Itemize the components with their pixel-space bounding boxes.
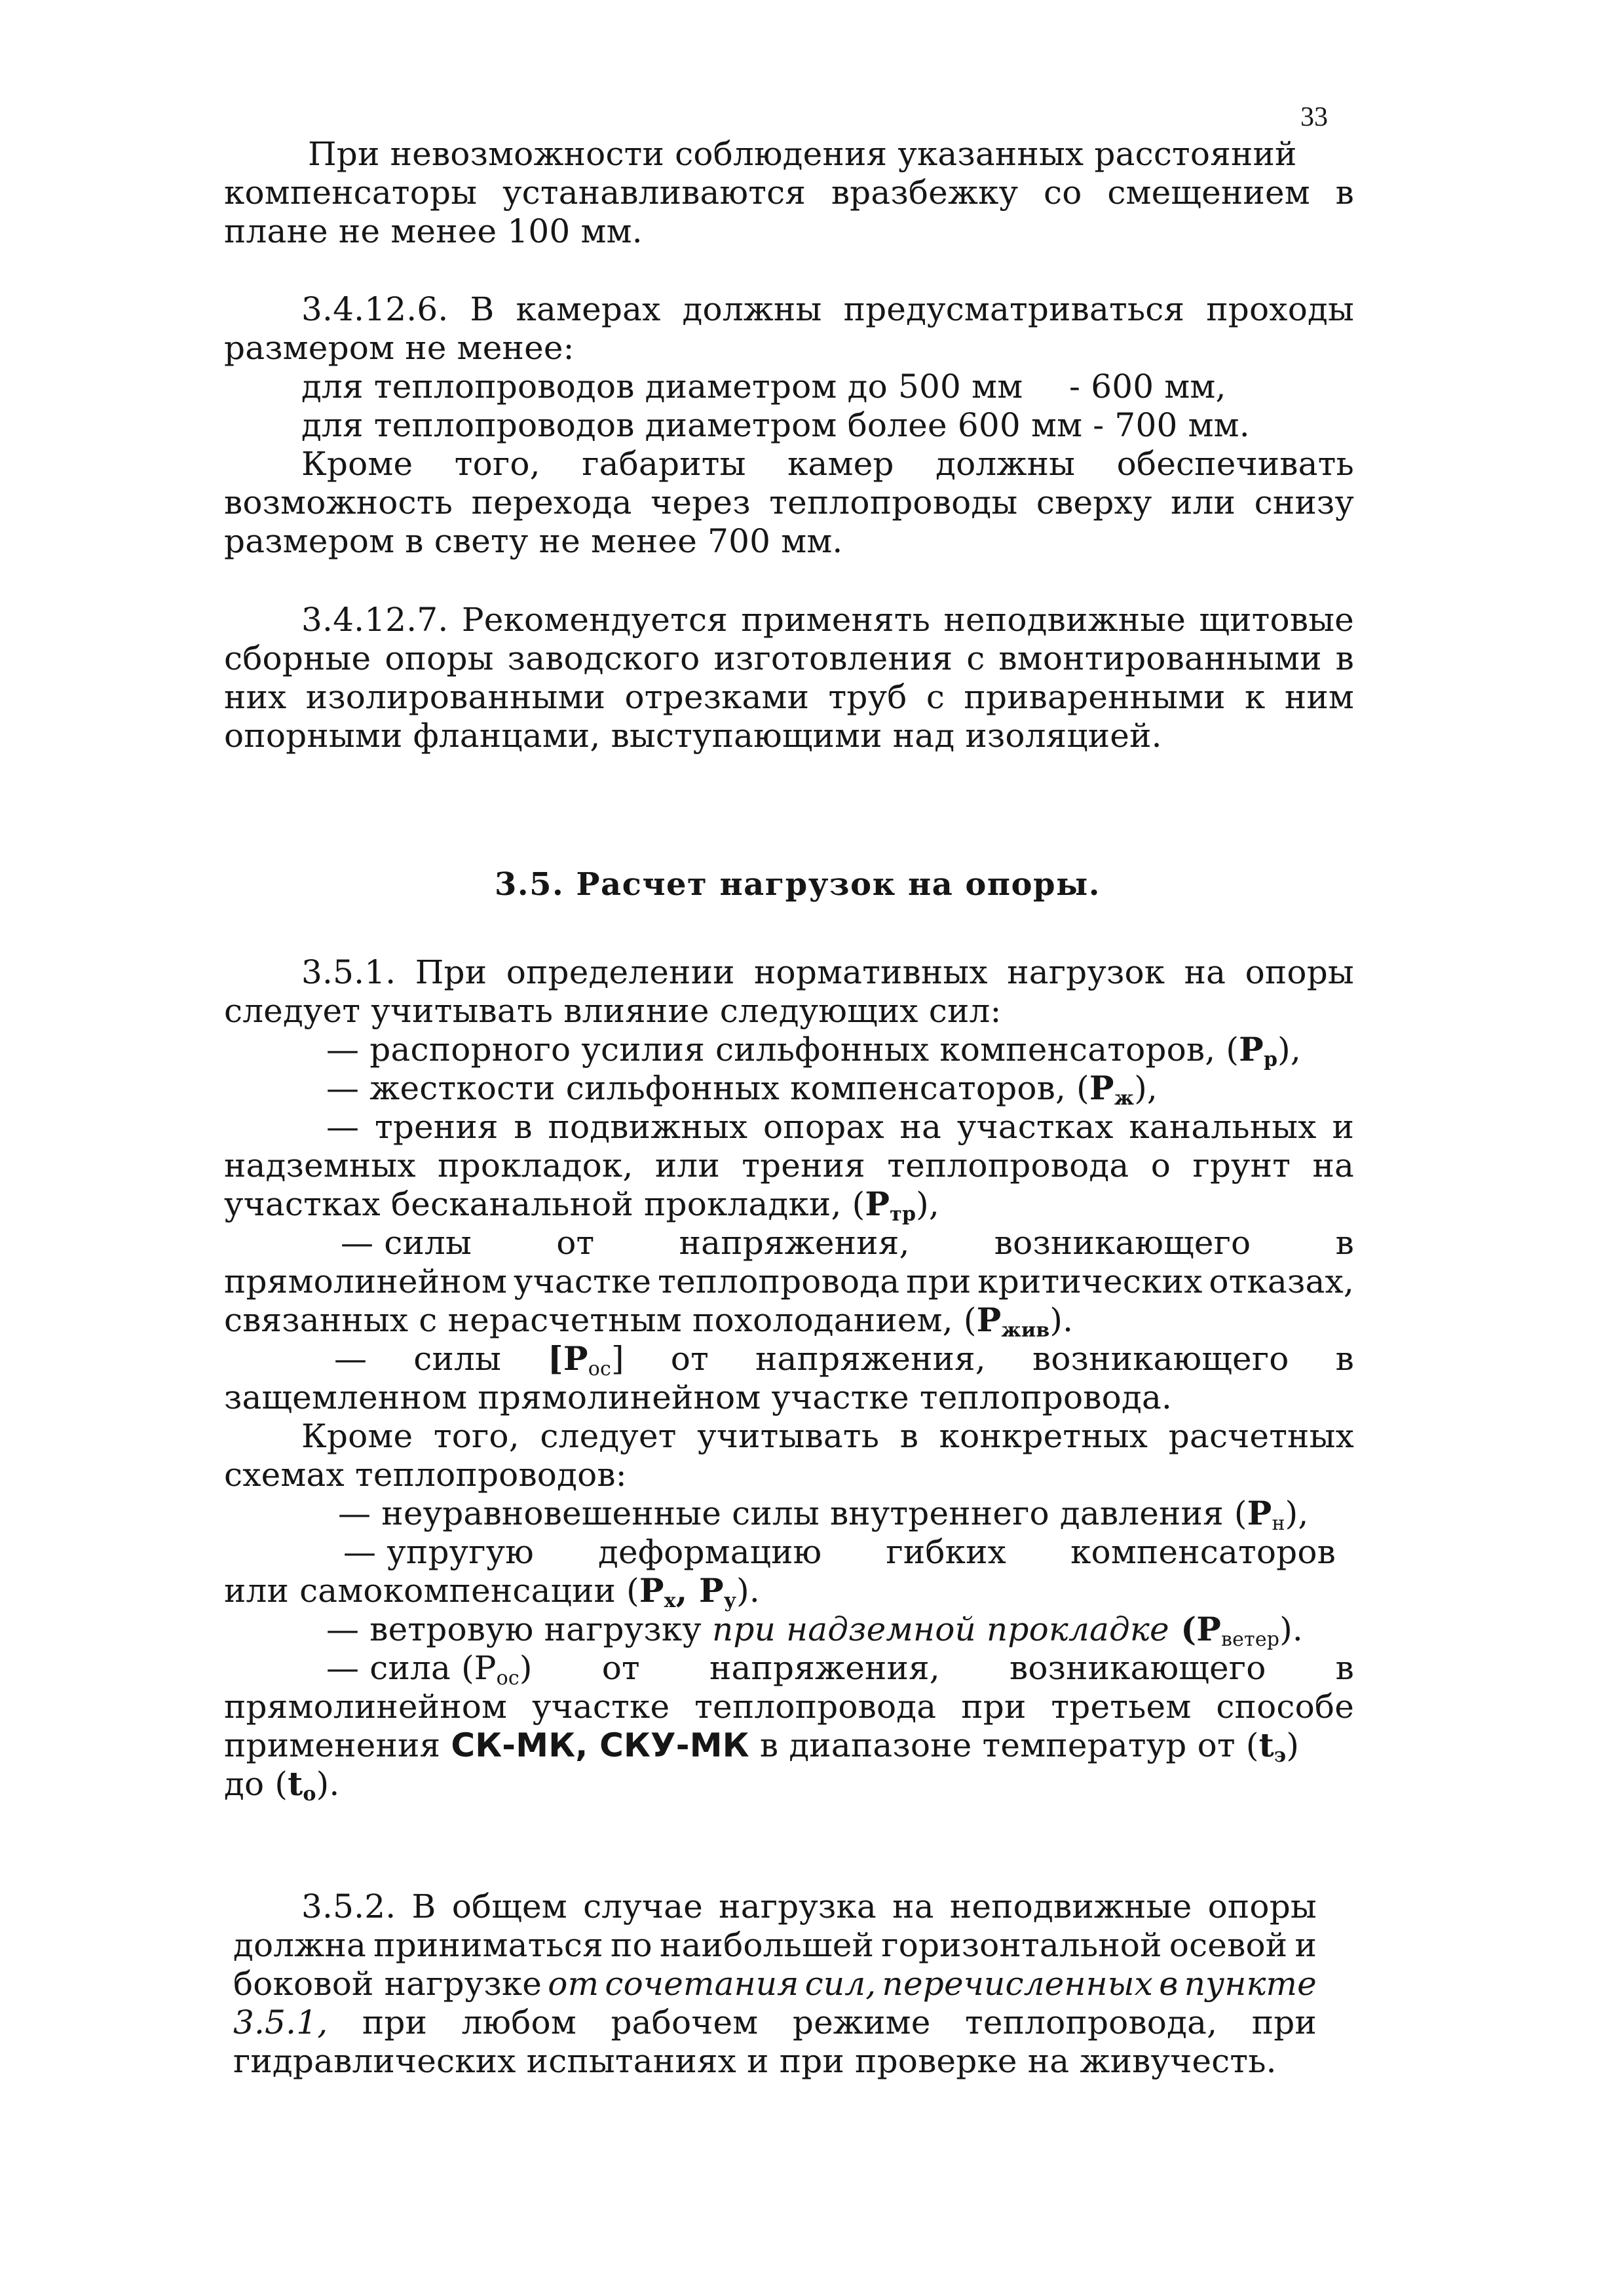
word: отказах,	[1209, 1262, 1354, 1300]
word: габариты	[582, 445, 746, 483]
word: напряжения,	[679, 1224, 910, 1262]
word: В	[470, 290, 495, 328]
text-line: следует учитывать влияние следующих сил:	[224, 992, 1002, 1030]
word: деформацию	[598, 1533, 822, 1571]
word: камер	[787, 445, 894, 483]
word: 3.5.2.	[301, 1887, 396, 1925]
word: труб	[828, 678, 907, 716]
word: компенсаторы	[224, 174, 478, 212]
word: снизу	[1254, 484, 1354, 522]
word: канальных	[1129, 1108, 1317, 1146]
word: определении	[506, 953, 735, 991]
word: В	[411, 1887, 436, 1925]
text-line: применения СК-МК, СКУ-МК в диапазоне температур от (tэ)	[224, 1726, 1300, 1767]
word: перехода	[471, 484, 632, 522]
word: того,	[433, 1417, 519, 1455]
word: надземных	[224, 1147, 416, 1185]
word: третьем	[1051, 1688, 1192, 1726]
text-line-justified	[224, 1146, 1354, 1185]
word: теплопровода	[658, 1262, 900, 1300]
word: случае	[583, 1887, 703, 1925]
word: в	[1335, 174, 1354, 212]
text-line: для теплопроводов диаметром до 500 мм	[301, 368, 1023, 406]
word: следует	[540, 1417, 677, 1455]
word: критических	[977, 1262, 1203, 1300]
word: ним	[1284, 678, 1354, 716]
text-line: размером в свету не менее 700 мм.	[224, 522, 843, 560]
word: по	[611, 1926, 652, 1964]
word: —	[326, 1108, 360, 1146]
word: со	[1044, 174, 1082, 212]
word: смещением	[1107, 174, 1310, 212]
section-heading: 3.5. Расчет нагрузок на опоры.	[495, 866, 1101, 903]
text-line-justified	[301, 600, 1354, 639]
word: опоры	[385, 639, 494, 677]
word: 3.5.1.	[301, 953, 396, 991]
word: или	[654, 1147, 720, 1185]
word: применять	[741, 601, 931, 639]
text-line: — ветровую нагрузку при надземной прокладке $(Р_{ветер})$.	[326, 1610, 1304, 1651]
text-line: или самокомпенсации (Рх, Ру).	[224, 1571, 760, 1612]
word: прокладок,	[438, 1147, 633, 1185]
word: отрезками	[624, 678, 810, 716]
text-line: — распорного усилия сильфонных компенсаторов, (Рр),	[326, 1030, 1301, 1071]
word: заводского	[507, 639, 700, 677]
text-line-justified: боковой нагрузке от сочетания сил, перечисленных в пункте	[233, 1965, 1317, 2003]
word: с	[926, 678, 945, 716]
word: должна	[233, 1926, 366, 1964]
word: горизонтальной	[881, 1926, 1162, 1964]
word: трения	[742, 1147, 865, 1185]
word: нагрузок	[1007, 953, 1165, 991]
text-line-justified	[301, 1887, 1317, 1926]
word: способе	[1216, 1688, 1354, 1726]
word: — упругую	[343, 1533, 535, 1571]
word: на	[1184, 953, 1226, 991]
word: неподвижные	[943, 601, 1186, 639]
word: должны	[935, 445, 1076, 483]
word: наибольшей	[660, 1926, 875, 1964]
text-line: до (tо).	[224, 1764, 340, 1806]
text-line-justified: — сила $(Р_{ос})$ от напряжения, возникающего в	[326, 1649, 1354, 1690]
text-line-justified	[301, 953, 1354, 992]
word: щитовые	[1199, 601, 1354, 639]
word: трения	[374, 1108, 499, 1146]
word: изолированными	[305, 678, 606, 716]
word: них	[224, 678, 287, 716]
word: 3.4.12.6.	[301, 290, 449, 328]
word: сверху	[1036, 484, 1152, 522]
word: учитывать	[697, 1417, 880, 1455]
word: При	[415, 953, 487, 991]
word: прямолинейном	[224, 1688, 508, 1726]
word: 3.4.12.7.	[301, 601, 449, 639]
text-line-justified	[301, 290, 1354, 329]
word: или	[1171, 484, 1236, 522]
word: предусматриваться	[843, 290, 1185, 328]
text-line-justified	[224, 677, 1354, 717]
word: общем	[451, 1887, 567, 1925]
word: участках	[956, 1108, 1114, 1146]
word: гибких	[886, 1533, 1007, 1571]
text-line: связанных с нерасчетным похолоданием, (Ржив).	[224, 1300, 1074, 1342]
word: вмонтированными	[998, 639, 1322, 677]
word: теплопровода	[694, 1688, 937, 1726]
word: камерах	[516, 290, 661, 328]
word: в	[1335, 639, 1354, 677]
text-line-justified	[224, 639, 1354, 678]
text-line-justified: 3.5.1, при любом рабочем режиме теплопровода, при	[233, 2003, 1317, 2041]
word: приваренными	[964, 678, 1226, 716]
word: возникающего	[994, 1224, 1251, 1262]
word: грунт	[1192, 1147, 1291, 1185]
word: опоры	[1207, 1887, 1317, 1925]
word: на	[1312, 1147, 1354, 1185]
word: при	[961, 1688, 1027, 1726]
word: должны	[682, 290, 822, 328]
word: нагрузка	[719, 1887, 877, 1925]
word: приниматься	[373, 1926, 603, 1964]
text-line-justified: — силы $[Р_{ос}]$ от напряжения, возникающего в	[334, 1339, 1354, 1380]
page-number: 33	[1300, 102, 1328, 132]
word: Кроме	[301, 1417, 413, 1455]
word: осевой	[1169, 1926, 1288, 1964]
word: прямолинейном	[224, 1262, 508, 1300]
text-line-justified	[224, 173, 1354, 212]
text-line: защемленном прямолинейном участке теплопровода.	[224, 1378, 1173, 1416]
word: опоры	[1245, 953, 1354, 991]
text-line: - 600 мм,	[1069, 368, 1226, 406]
text-line: — жесткости сильфонных компенсаторов, (Рж),	[326, 1069, 1158, 1110]
text-line-justified	[341, 1223, 1354, 1262]
word: расчетных	[1168, 1417, 1354, 1455]
word: теплопроводы	[769, 484, 1018, 522]
word: и	[1332, 1108, 1354, 1146]
word: о	[1150, 1147, 1171, 1185]
text-line-justified	[233, 1925, 1317, 1965]
word: Рекомендуется	[461, 601, 728, 639]
word: обеспечивать	[1116, 445, 1354, 483]
word: при	[906, 1262, 972, 1300]
word: устанавливаются	[502, 174, 806, 212]
word: в	[1335, 1224, 1354, 1262]
word: возможность	[224, 484, 453, 522]
word: нормативных	[754, 953, 988, 991]
word: изготовления	[713, 639, 953, 677]
word: конкретных	[939, 1417, 1148, 1455]
word: участке	[532, 1688, 670, 1726]
word: Кроме	[301, 445, 413, 483]
word: того,	[454, 445, 540, 483]
text-line-justified	[224, 483, 1354, 522]
text-line: — неуравновешенные силы внутреннего давления $(Р_н)$,	[338, 1494, 1309, 1535]
word: на	[892, 1887, 934, 1925]
text-line: для теплопроводов диаметром более 600 мм - 700 мм.	[301, 406, 1250, 444]
text-line-justified	[224, 1687, 1354, 1726]
text-line-justified	[301, 444, 1354, 484]
text-line: При невозможности соблюдения указанных расстояний	[308, 135, 1297, 173]
word: проходы	[1206, 290, 1354, 328]
word: в	[899, 1417, 919, 1455]
word: с	[966, 639, 985, 677]
word: от	[556, 1224, 595, 1262]
word: теплопровода	[887, 1147, 1129, 1185]
word: подвижных	[548, 1108, 748, 1146]
word: сборные	[224, 639, 371, 677]
text-line-justified	[343, 1532, 1336, 1572]
text-line: схемах теплопроводов:	[224, 1456, 627, 1494]
word: участке	[514, 1262, 652, 1300]
word: опорах	[763, 1108, 884, 1146]
word: к	[1245, 678, 1266, 716]
word: — силы	[341, 1224, 472, 1262]
text-line: плане не менее 100 мм.	[224, 212, 643, 250]
text-line: гидравлических испытаниях и при проверке на живучесть.	[233, 2042, 1277, 2080]
word: на	[899, 1108, 942, 1146]
word: в	[514, 1108, 533, 1146]
text-line-justified	[224, 1262, 1354, 1301]
word: через	[651, 484, 751, 522]
text-line: участках бесканальной прокладки, (Ртр),	[224, 1185, 939, 1226]
word: компенсаторов	[1070, 1533, 1336, 1571]
text-line: размером не менее:	[224, 329, 575, 367]
word: вразбежку	[831, 174, 1019, 212]
text-line: опорными фланцами, выступающими над изоляцией.	[224, 717, 1162, 755]
text-line-justified	[301, 1416, 1354, 1456]
word: неподвижные	[949, 1887, 1192, 1925]
text-line-justified	[326, 1107, 1354, 1147]
word: и	[1294, 1926, 1317, 1964]
